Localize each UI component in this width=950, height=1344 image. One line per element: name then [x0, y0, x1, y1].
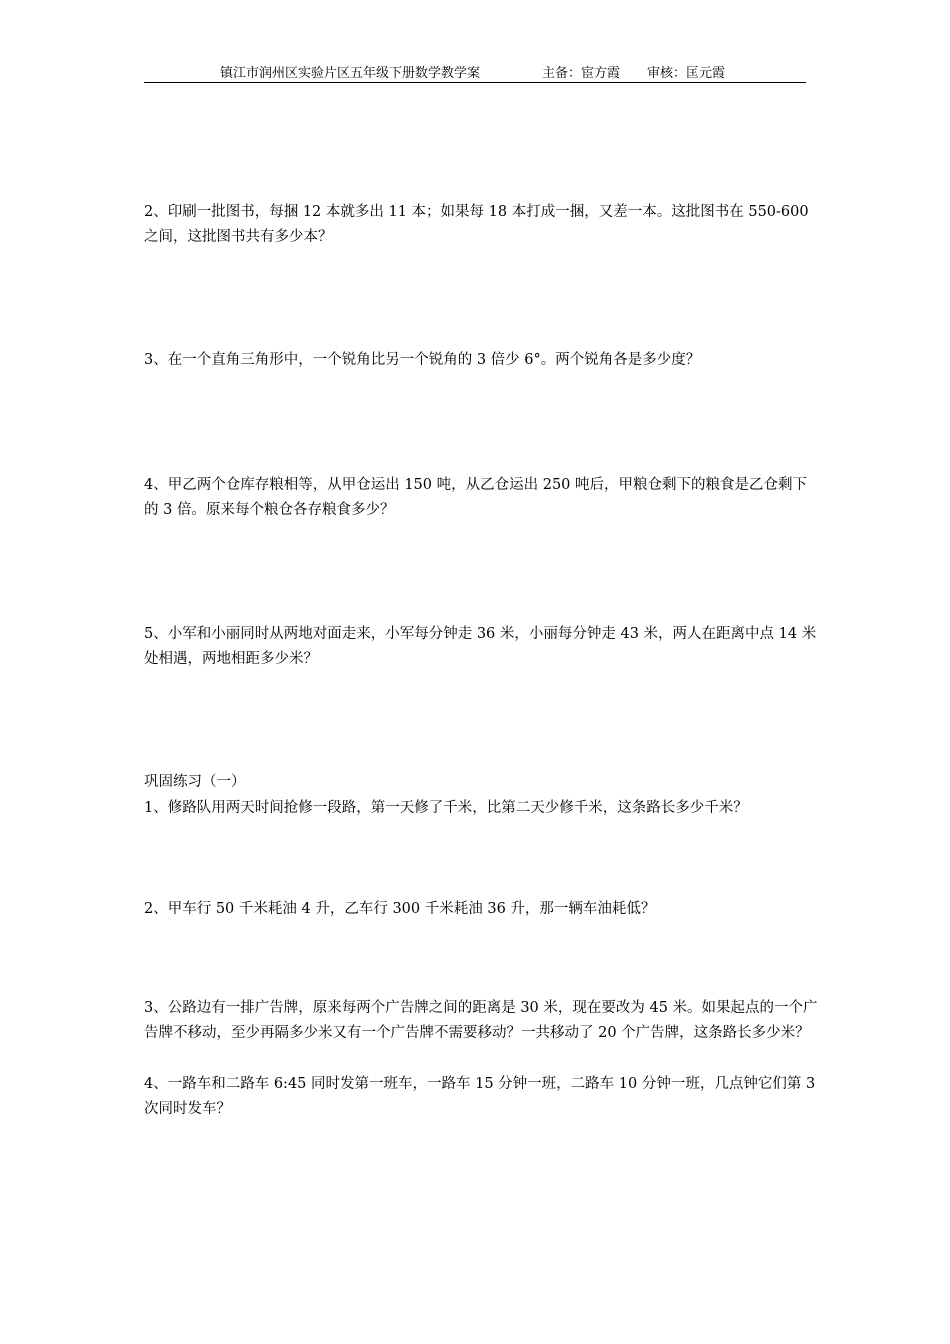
- header-rule: [144, 82, 806, 83]
- question-2: 2、印刷一批图书，每捆 12 本就多出 11 本；如果每 18 本打成一捆，又差一本。这批图书在 550-600 之间，这批图书共有多少本？: [144, 204, 809, 245]
- practice-question-2: 2、甲车行 50 千米耗油 4 升，乙车行 300 千米耗油 36 升，那一辆车油耗低？: [144, 901, 656, 917]
- question-5: 5、小军和小丽同时从两地对面走来，小军每分钟走 36 米，小丽每分钟走 43 米，两人在距离中点 14 米处相遇，两地相距多少米？: [144, 626, 817, 667]
- header-reviewer: 审核：匡元霞: [647, 66, 726, 81]
- question-4: 4、甲乙两个仓库存粮相等，从甲仓运出 150 吨，从乙仓运出 250 吨后，甲粮仓剩下的粮食是乙仓剩下的 3 倍。原来每个粮仓各存粮食多少？: [144, 477, 808, 518]
- practice-question-1: 1、修路队用两天时间抢修一段路，第一天修了千米，比第二天少修千米，这条路长多少千米？: [144, 800, 748, 816]
- header-title: 镇江市润州区实验片区五年级下册数学教学案: [220, 66, 481, 81]
- practice-title: 巩固练习（一）: [144, 774, 246, 790]
- practice-question-4: 4、一路车和二路车 6:45 同时发第一班车，一路车 15 分钟一班，二路车 10 分钟一班，几点钟它们第 3 次同时发车？: [144, 1076, 816, 1117]
- header-author: 主备：宦方霞: [542, 66, 621, 81]
- practice-question-3: 3、公路边有一排广告牌，原来每两个广告牌之间的距离是 30 米，现在要改为 45 米。如果起点的一个广告牌不移动，至少再隔多少米又有一个广告牌不需要移动？一共移动了 20 个广告牌，这条路长多少米？: [144, 1000, 818, 1041]
- question-3: 3、在一个直角三角形中，一个锐角比另一个锐角的 3 倍少 6°。两个锐角各是多少度？: [144, 352, 701, 368]
